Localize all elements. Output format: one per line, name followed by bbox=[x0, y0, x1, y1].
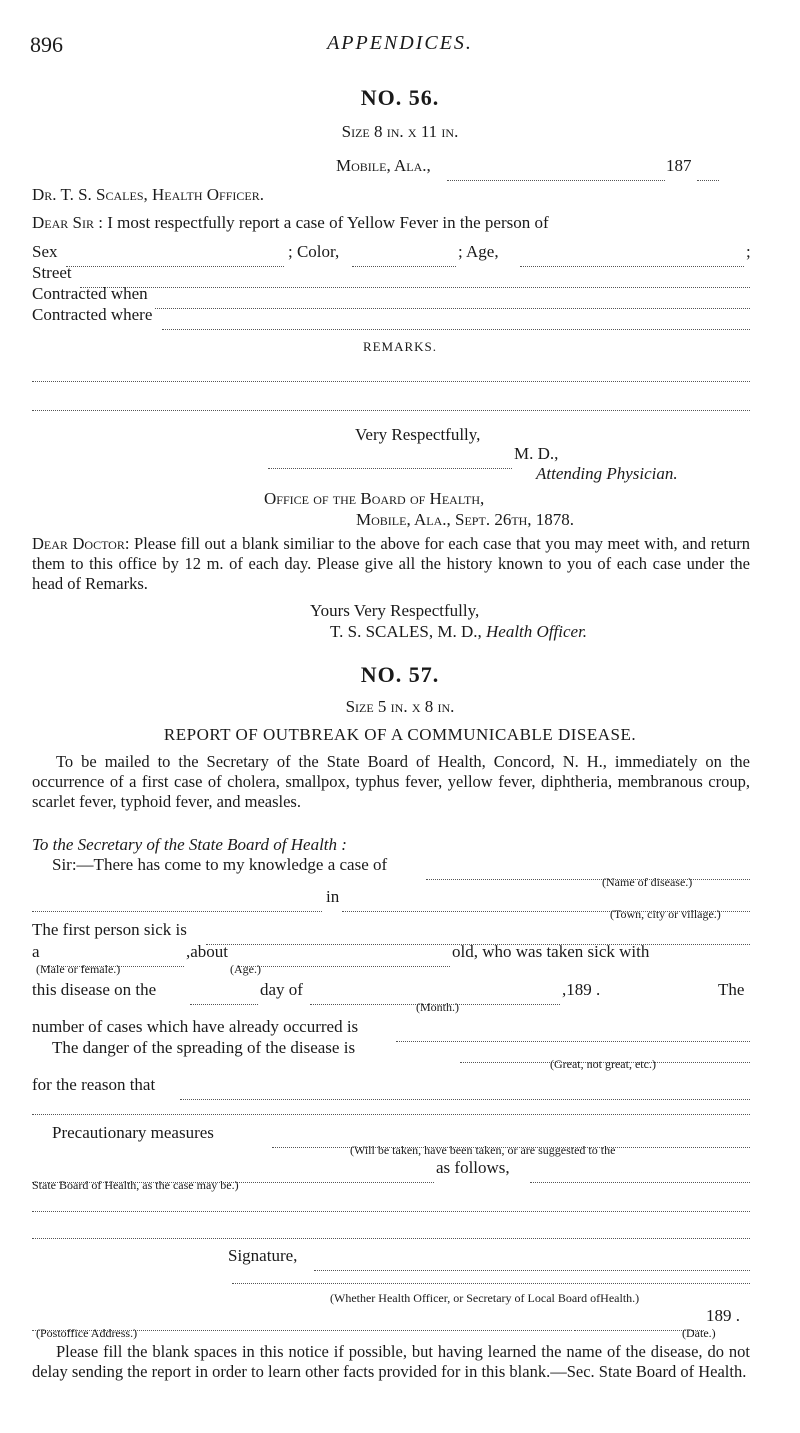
form56-attending: Attending Physician. bbox=[536, 464, 678, 483]
form57-precautions-line-2[interactable] bbox=[32, 1210, 750, 1212]
form57-to: To the Secretary of the State Board of Health : bbox=[32, 835, 347, 854]
form57-in: in bbox=[326, 887, 340, 906]
form56-signer: T. S. SCALES, M. D., bbox=[330, 622, 482, 641]
form56-intro: I most respectfully report a case of Yellow Fever in the person of bbox=[107, 213, 549, 232]
form56-instructions bbox=[32, 534, 750, 594]
form57-precautions: Precautionary measures bbox=[52, 1123, 214, 1142]
form57-as-follows-field[interactable] bbox=[530, 1170, 750, 1188]
form57-reason-line-2[interactable] bbox=[32, 1113, 750, 1115]
form56-place: Mobile, Ala., bbox=[336, 156, 431, 175]
form57-signature-label: Signature, bbox=[228, 1246, 298, 1265]
form56-year: 187 bbox=[666, 156, 692, 175]
form57-danger: The danger of the spreading of the disease is bbox=[52, 1038, 356, 1057]
form57-a: a bbox=[32, 942, 40, 961]
form56-number: NO. 56. bbox=[360, 85, 440, 110]
form56-remarks-line-1[interactable] bbox=[32, 380, 750, 382]
form56-sex-label: Sex bbox=[32, 242, 58, 261]
form57-first-person: The first person sick is bbox=[32, 920, 187, 939]
form57-number: NO. 57. bbox=[360, 662, 440, 687]
form56-physician-signature-field[interactable] bbox=[268, 456, 512, 474]
form57-day-field[interactable] bbox=[190, 992, 258, 1010]
form57-signature-field[interactable] bbox=[314, 1258, 750, 1276]
form57-this-disease: this disease on the bbox=[32, 980, 157, 999]
form57-age-note: (Age.) bbox=[230, 962, 261, 976]
form57-age-field[interactable] bbox=[238, 954, 450, 972]
form57-state-board-note: State Board of Health, as the case may be.) bbox=[32, 1178, 239, 1192]
form57-number-cases: number of cases which have already occurred is bbox=[32, 1017, 359, 1036]
form57-date-note: (Date.) bbox=[682, 1326, 716, 1340]
form57-year189: ,189 . bbox=[562, 980, 601, 999]
form57-place-blank-1[interactable] bbox=[32, 899, 322, 917]
form56-closing: Very Respectfully, bbox=[355, 425, 481, 444]
running-header: APPENDICES. bbox=[327, 32, 473, 54]
form56-semicolon: ; bbox=[746, 242, 751, 261]
form57-intro: To be mailed to the Secretary of the State Board of Health, Concord, N. H., immediately on the occurrence of a first case of cholera, smallpox, typhus fever, yellow fever, diphtheria, membranous croup, scarlet fever, typhoid fever, and measles. bbox=[32, 752, 750, 811]
form56-contracted-where-field[interactable] bbox=[162, 317, 750, 335]
form57-name-disease-note: (Name of disease.) bbox=[602, 875, 693, 889]
form56-dear-doctor: Dear Doctor: bbox=[32, 534, 130, 553]
form57-title: REPORT OF OUTBREAK OF A COMMUNICABLE DISEASE. bbox=[163, 725, 637, 744]
form56-office: Office of the Board of Health, bbox=[264, 489, 485, 508]
form57-as-follows: as follows, bbox=[436, 1158, 510, 1177]
form56-addressee: Dr. T. S. Scales, Health Officer. bbox=[32, 185, 264, 204]
form57-postoffice-note: (Postoffice Address.) bbox=[36, 1326, 138, 1340]
form56-contracted-when-field[interactable] bbox=[155, 296, 750, 314]
form56-salutation: Dear Sir : bbox=[32, 213, 103, 232]
form57-size: Size 5 in. x 8 in. bbox=[345, 697, 455, 716]
form57-disease-field[interactable] bbox=[426, 867, 750, 885]
form57-will-be-note: (Will be taken, have been taken, or are suggested to the bbox=[350, 1143, 616, 1157]
form57-town-note: (Town, city or village.) bbox=[610, 907, 721, 921]
form57-whether-note: (Whether Health Officer, or Secretary of Local Board ofHealth.) bbox=[330, 1291, 640, 1305]
form56-contracted-where-label: Contracted where bbox=[32, 305, 153, 324]
form56-year-blank[interactable] bbox=[697, 168, 719, 186]
form57-reason: for the reason that bbox=[32, 1075, 156, 1094]
form57-the: The bbox=[718, 980, 745, 999]
form56-md: M. D., bbox=[514, 444, 559, 463]
form57-date-year: 189 . bbox=[706, 1306, 740, 1325]
form56-color-label: ; Color, bbox=[288, 242, 340, 261]
form57-footer: Please fill the blank spaces in this notice if possible, but having learned the name of the disease, do not delay sending the report in order to learn other facts provided for in this blank.—Sec. State Board of Health. bbox=[32, 1342, 750, 1381]
form56-remarks-line-2[interactable] bbox=[32, 409, 750, 411]
form57-number-cases-field[interactable] bbox=[396, 1029, 750, 1047]
form56-body: Please fill out a blank similiar to the above for each case that you may meet with, and return them to this office by 12 m. of each day. Please give all the history known to you of each case under the head of Remarks. bbox=[32, 534, 750, 593]
form56-signer-title: Health Officer. bbox=[486, 622, 588, 641]
form57-reason-field[interactable] bbox=[180, 1087, 750, 1105]
form56-size: Size 8 in. x 11 in. bbox=[341, 122, 459, 141]
form56-remarks-heading: REMARKS. bbox=[362, 339, 438, 354]
form57-about: ,about bbox=[186, 942, 229, 961]
form56-street-label: Street bbox=[32, 263, 72, 282]
form56-street-field[interactable] bbox=[80, 275, 750, 293]
form56-age-field[interactable] bbox=[520, 254, 744, 272]
form57-signature-line-2[interactable] bbox=[232, 1282, 750, 1284]
form57-month-note: (Month.) bbox=[416, 1000, 459, 1014]
form56-contracted-when-label: Contracted when bbox=[32, 284, 148, 303]
form56-place-blank[interactable] bbox=[447, 168, 665, 186]
form56-yours: Yours Very Respectfully, bbox=[310, 601, 480, 620]
form56-signer-line bbox=[330, 622, 587, 642]
form57-precautions-line-3[interactable] bbox=[32, 1237, 750, 1239]
page-number: 896 bbox=[30, 32, 63, 57]
form57-great-note: (Great, not great, etc.) bbox=[550, 1057, 656, 1071]
form56-color-field[interactable] bbox=[352, 254, 456, 272]
form57-old: old, who was taken sick with bbox=[452, 942, 650, 961]
form57-male-female-note: (Male or female.) bbox=[36, 962, 121, 976]
form56-age-label: ; Age, bbox=[458, 242, 499, 261]
form57-day-of: day of bbox=[260, 980, 303, 999]
form56-sex-field[interactable] bbox=[66, 254, 284, 272]
form57-sir: Sir:—There has come to my knowledge a case of bbox=[52, 855, 388, 874]
form56-intro-line bbox=[32, 213, 549, 233]
form56-office-place: Mobile, Ala., Sept. 26th, 1878. bbox=[356, 510, 575, 529]
